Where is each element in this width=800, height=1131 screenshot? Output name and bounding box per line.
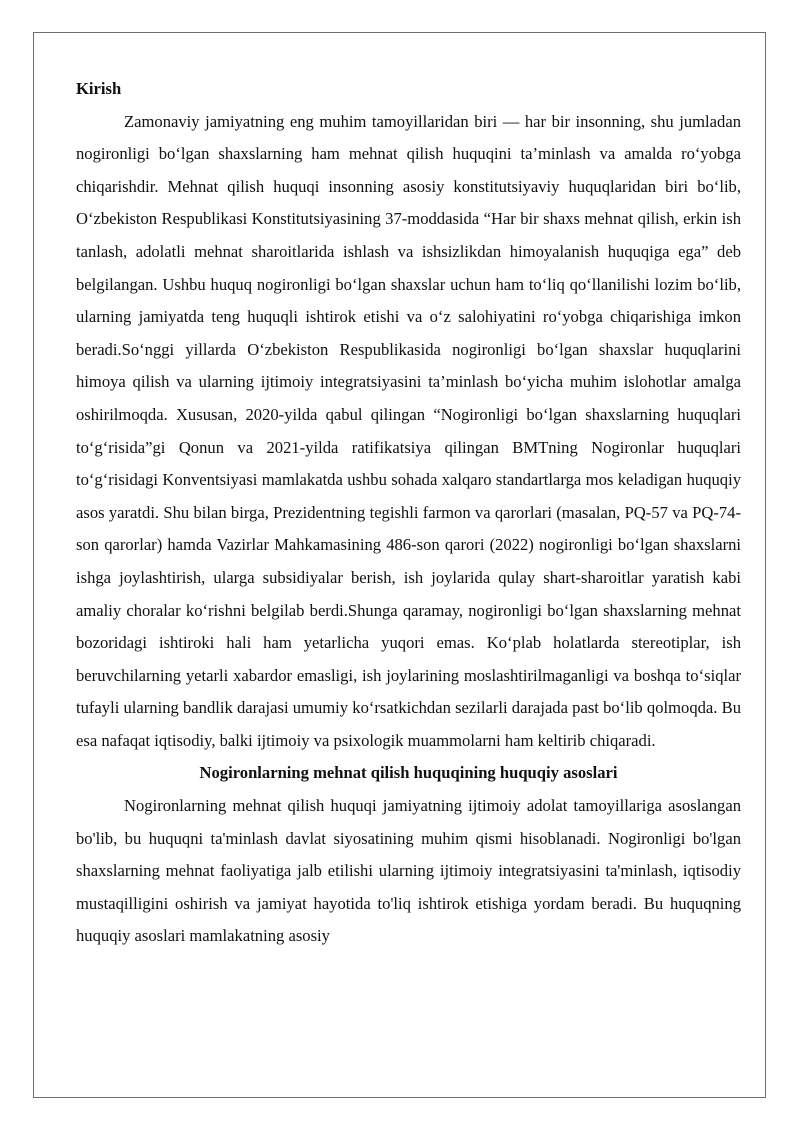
intro-paragraph: Zamonaviy jamiyatning eng muhim tamoyillaridan biri — har bir insonning, shu jumladan nogironligi bo‘lgan shaxslarning ham mehnat qilish huquqini ta’minlash va amalda ro‘yobga chiqarishdir. Mehnat qilish huquqi insonning asosiy konstitutsiyaviy huquqlaridan biri bo‘lib, O‘zbekiston Respublikasi Konstitutsiyasining 37-moddasida “Har bir shaxs mehnat qilish, erkin ish tanlash, adolatli mehnat sharoitlarida ishlash va ishsizlikdan himoyalanish huquqiga ega” deb belgilangan. Ushbu huquq nogironligi bo‘lgan shaxslar uchun ham to‘liq qo‘llanilishi lozim bo‘lib, ularning jamiyatda teng huquqli ishtirok etishi va o‘z salohiyatini ro‘yobga chiqarishiga imkon beradi.So‘nggi yillarda O‘zbekiston Respublikasida nogironligi bo‘lgan shaxslar huquqlarini himoya qilish va ularning ijtimoiy integratsiyasini ta’minlash bo‘yicha muhim islohotlar amalga oshirilmoqda. Xususan, 2020-yilda qabul qilingan “Nogironligi bo‘lgan shaxslarning huquqlari to‘g‘risida”gi Qonun va 2021-yilda ratifikatsiya qilingan BMTning Nogironlar huquqlari to‘g‘risidagi Konventsiyasi mamlakatda ushbu sohada xalqaro standartlarga mos keladigan huquqiy asos yaratdi. Shu bilan birga, Prezidentning tegishli farmon va qarorlari (masalan, PQ-57 va PQ-74-son qarorlar) hamda Vazirlar Mahkamasining 486-son qarori (2022) nogironligi bo‘lgan shaxslarni ishga joylashtirish, ularga subsidiyalar berish, ish joylarida qulay shart-sharoitlar yaratish kabi amaliy choralar ko‘rishni belgilab berdi.Shunga qaramay, nogironligi bo‘lgan shaxslarning mehnat bozoridagi ishtiroki hali ham yetarlicha yuqori emas. Ko‘plab holatlarda stereotiplar, ish beruvchilarning yetarli xabardor emasligi, ish joylarining moslashtirilmaganligi va boshqa to‘siqlar tufayli ularning bandlik darajasi umumiy ko‘rsatkichdan sezilarli darajada past bo‘lib qolmoqda. Bu esa nafaqat iqtisodiy, balki ijtimoiy va psixologik muammolarni ham keltirib chiqaradi. bbox=[76, 111, 741, 750]
section-paragraph: Nogironlarning mehnat qilish huquqi jamiyatning ijtimoiy adolat tamoyillariga asoslangan bo'lib, bu huquqni ta'minlash davlat siyosatining muhim qismi hisoblanadi. Nogironligi bo'lgan shaxslarning mehnat faoliyatiga jalb etilishi ularning ijtimoiy integratsiyasini ta'minlash, iqtisodiy mustaqilligini oshirish va jamiyat hayotida to'liq ishtirok etishiga yordam beradi. Bu huquqning huquqiy asoslari mamlakatning asosiy bbox=[76, 796, 741, 946]
section-heading: Nogironlarning mehnat qilish huquqining huquqiy asoslari bbox=[199, 763, 618, 783]
document-body bbox=[76, 73, 741, 953]
intro-heading: Kirish bbox=[76, 79, 122, 98]
